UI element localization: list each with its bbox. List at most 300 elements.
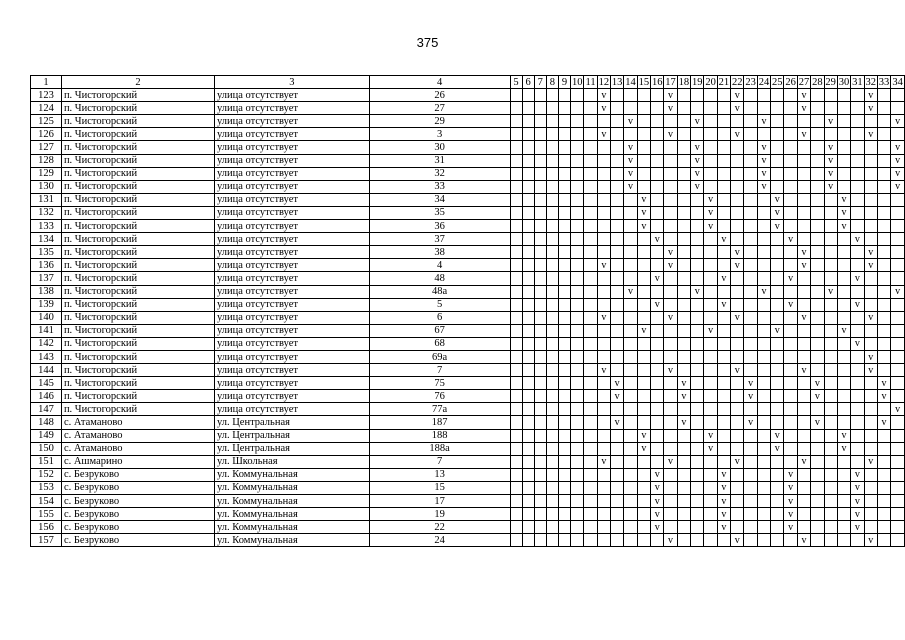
mark-cell-col-6 xyxy=(522,272,534,285)
mark-cell-col-18: v xyxy=(677,377,690,390)
mark-cell-col-34 xyxy=(891,377,905,390)
header-cell-21: 21 xyxy=(718,76,730,88)
mark-cell-col-22 xyxy=(731,193,744,206)
mark-cell-col-21: v xyxy=(717,521,730,534)
mark-cell-col-15: v xyxy=(637,429,650,442)
mark-cell-col-21 xyxy=(717,206,730,219)
mark-cell-col-13 xyxy=(611,350,624,363)
street-cell: улица отсутствует xyxy=(214,324,369,337)
mark-cell-col-34 xyxy=(891,272,905,285)
street-cell: улица отсутствует xyxy=(214,246,369,259)
mark-cell-col-7 xyxy=(534,89,546,102)
mark-cell-col-14 xyxy=(624,495,637,508)
mark-cell-col-27: v xyxy=(797,311,810,324)
settlement-cell: п. Чистогорский xyxy=(61,220,214,233)
mark-cell-col-23 xyxy=(744,167,757,180)
mark-cell-col-18: v xyxy=(677,390,690,403)
mark-cell-col-25 xyxy=(771,180,784,193)
mark-cell-col-30 xyxy=(837,272,850,285)
row-number: 132 xyxy=(31,206,62,219)
mark-cell-col-10 xyxy=(571,481,584,494)
house-cell: 27 xyxy=(369,102,510,115)
mark-cell-col-25: v xyxy=(771,429,784,442)
mark-cell-col-18 xyxy=(677,206,690,219)
mark-cell-col-33 xyxy=(877,128,890,141)
mark-cell-col-14 xyxy=(624,416,637,429)
mark-cell-col-29 xyxy=(824,481,837,494)
mark-cell-col-12 xyxy=(597,377,610,390)
mark-cell-col-5 xyxy=(510,481,522,494)
mark-cell-col-19 xyxy=(691,350,704,363)
settlement-cell: п. Чистогорский xyxy=(61,154,214,167)
row-number: 152 xyxy=(31,468,62,481)
mark-cell-col-10 xyxy=(571,180,584,193)
table-row xyxy=(31,311,905,324)
street-cell: улица отсутствует xyxy=(214,233,369,246)
mark-cell-col-31: v xyxy=(851,468,864,481)
mark-cell-col-23 xyxy=(744,455,757,468)
mark-cell-col-15 xyxy=(637,128,650,141)
mark-cell-col-25 xyxy=(771,311,784,324)
mark-cell-col-14 xyxy=(624,298,637,311)
mark-cell-col-31 xyxy=(851,350,864,363)
row-number: 135 xyxy=(31,246,62,259)
mark-cell-col-32 xyxy=(864,298,877,311)
mark-cell-col-23 xyxy=(744,324,757,337)
header-cell-33: 33 xyxy=(878,76,890,88)
header-cell-22: 22 xyxy=(732,76,743,88)
mark-cell-col-8 xyxy=(546,141,558,154)
mark-cell-col-11 xyxy=(584,350,597,363)
row-number: 142 xyxy=(31,337,62,350)
mark-cell-col-32 xyxy=(864,495,877,508)
mark-cell-col-11 xyxy=(584,298,597,311)
mark-cell-col-20 xyxy=(704,141,717,154)
mark-cell-col-16 xyxy=(651,416,664,429)
mark-cell-col-30 xyxy=(837,403,850,416)
mark-cell-col-27 xyxy=(797,429,810,442)
mark-cell-col-6 xyxy=(522,429,534,442)
mark-cell-col-9 xyxy=(558,468,570,481)
header-cell-16: 16 xyxy=(651,76,663,88)
mark-cell-col-29 xyxy=(824,246,837,259)
mark-cell-col-23 xyxy=(744,206,757,219)
mark-cell-col-23 xyxy=(744,193,757,206)
mark-cell-col-12 xyxy=(597,429,610,442)
mark-cell-col-33 xyxy=(877,429,890,442)
mark-cell-col-19 xyxy=(691,403,704,416)
mark-cell-col-33 xyxy=(877,455,890,468)
mark-cell-col-16 xyxy=(651,390,664,403)
mark-cell-col-11 xyxy=(584,220,597,233)
row-number: 130 xyxy=(31,180,62,193)
mark-cell-col-12 xyxy=(597,141,610,154)
mark-cell-col-24 xyxy=(757,102,770,115)
house-cell: 30 xyxy=(369,141,510,154)
header-cell-2: 2 xyxy=(61,76,214,89)
mark-cell-col-17 xyxy=(664,285,677,298)
mark-cell-col-12 xyxy=(597,442,610,455)
mark-cell-col-25 xyxy=(771,167,784,180)
mark-cell-col-22 xyxy=(731,521,744,534)
table-row xyxy=(31,298,905,311)
mark-cell-col-27 xyxy=(797,390,810,403)
mark-cell-col-8 xyxy=(546,442,558,455)
street-cell: улица отсутствует xyxy=(214,350,369,363)
mark-cell-col-7 xyxy=(534,350,546,363)
mark-cell-col-11 xyxy=(584,534,597,547)
mark-cell-col-7 xyxy=(534,481,546,494)
settlement-cell: п. Чистогорский xyxy=(61,298,214,311)
mark-cell-col-5 xyxy=(510,246,522,259)
mark-cell-col-12: v xyxy=(597,311,610,324)
mark-cell-col-27: v xyxy=(797,246,810,259)
mark-cell-col-34 xyxy=(891,102,905,115)
mark-cell-col-27 xyxy=(797,521,810,534)
mark-cell-col-20 xyxy=(704,167,717,180)
mark-cell-col-34 xyxy=(891,416,905,429)
mark-cell-col-34 xyxy=(891,508,905,521)
mark-cell-col-24 xyxy=(757,416,770,429)
mark-cell-col-25 xyxy=(771,285,784,298)
row-number: 124 xyxy=(31,102,62,115)
mark-cell-col-5 xyxy=(510,311,522,324)
mark-cell-col-7 xyxy=(534,180,546,193)
mark-cell-col-15 xyxy=(637,416,650,429)
mark-cell-col-11 xyxy=(584,272,597,285)
mark-cell-col-21 xyxy=(717,89,730,102)
mark-cell-col-5 xyxy=(510,180,522,193)
mark-cell-col-34 xyxy=(891,495,905,508)
mark-cell-col-11 xyxy=(584,180,597,193)
mark-cell-col-19 xyxy=(691,298,704,311)
mark-cell-col-9 xyxy=(558,115,570,128)
mark-cell-col-21 xyxy=(717,377,730,390)
mark-cell-col-14 xyxy=(624,508,637,521)
mark-cell-col-18 xyxy=(677,298,690,311)
mark-cell-col-28 xyxy=(811,481,824,494)
mark-cell-col-32 xyxy=(864,324,877,337)
mark-cell-col-25 xyxy=(771,468,784,481)
mark-cell-col-14 xyxy=(624,534,637,547)
mark-cell-col-9 xyxy=(558,455,570,468)
mark-cell-col-14 xyxy=(624,311,637,324)
header-cell-15: 15 xyxy=(638,76,650,88)
mark-cell-col-19 xyxy=(691,128,704,141)
row-number: 154 xyxy=(31,495,62,508)
mark-cell-col-30 xyxy=(837,390,850,403)
mark-cell-col-22 xyxy=(731,390,744,403)
mark-cell-col-30: v xyxy=(837,429,850,442)
mark-cell-col-22 xyxy=(731,167,744,180)
mark-cell-col-7 xyxy=(534,220,546,233)
mark-cell-col-19: v xyxy=(691,285,704,298)
mark-cell-col-11 xyxy=(584,102,597,115)
table-row xyxy=(31,337,905,350)
mark-cell-col-7 xyxy=(534,495,546,508)
mark-cell-col-22: v xyxy=(731,534,744,547)
mark-cell-col-16 xyxy=(651,102,664,115)
mark-cell-col-34 xyxy=(891,337,905,350)
mark-cell-col-32: v xyxy=(864,455,877,468)
mark-cell-col-21: v xyxy=(717,298,730,311)
mark-cell-col-34: v xyxy=(891,141,905,154)
mark-cell-col-24 xyxy=(757,193,770,206)
mark-cell-col-15 xyxy=(637,455,650,468)
mark-cell-col-28 xyxy=(811,193,824,206)
mark-cell-col-5 xyxy=(510,272,522,285)
mark-cell-col-33 xyxy=(877,324,890,337)
mark-cell-col-5 xyxy=(510,455,522,468)
mark-cell-col-18 xyxy=(677,311,690,324)
mark-cell-col-28 xyxy=(811,272,824,285)
mark-cell-col-14 xyxy=(624,403,637,416)
mark-cell-col-32 xyxy=(864,180,877,193)
mark-cell-col-34 xyxy=(891,206,905,219)
house-cell: 32 xyxy=(369,167,510,180)
mark-cell-col-11 xyxy=(584,246,597,259)
mark-cell-col-19: v xyxy=(691,154,704,167)
settlement-cell: п. Чистогорский xyxy=(61,102,214,115)
mark-cell-col-10 xyxy=(571,167,584,180)
row-number: 125 xyxy=(31,115,62,128)
mark-cell-col-20 xyxy=(704,455,717,468)
mark-cell-col-5 xyxy=(510,416,522,429)
mark-cell-col-5 xyxy=(510,350,522,363)
mark-cell-col-22 xyxy=(731,468,744,481)
mark-cell-col-29 xyxy=(824,429,837,442)
mark-cell-col-11 xyxy=(584,455,597,468)
mark-cell-col-8 xyxy=(546,481,558,494)
mark-cell-col-32 xyxy=(864,115,877,128)
mark-cell-col-5 xyxy=(510,89,522,102)
settlement-cell: п. Чистогорский xyxy=(61,272,214,285)
mark-cell-col-24 xyxy=(757,233,770,246)
mark-cell-col-20 xyxy=(704,246,717,259)
mark-cell-col-9 xyxy=(558,102,570,115)
mark-cell-col-22 xyxy=(731,298,744,311)
mark-cell-col-10 xyxy=(571,495,584,508)
mark-cell-col-12 xyxy=(597,206,610,219)
mark-cell-col-30 xyxy=(837,508,850,521)
settlement-cell: с. Ашмарино xyxy=(61,455,214,468)
mark-cell-col-31 xyxy=(851,102,864,115)
mark-cell-col-32: v xyxy=(864,128,877,141)
mark-cell-col-17: v xyxy=(664,128,677,141)
mark-cell-col-11 xyxy=(584,141,597,154)
mark-cell-col-20 xyxy=(704,377,717,390)
mark-cell-col-22 xyxy=(731,324,744,337)
mark-cell-col-25: v xyxy=(771,220,784,233)
settlement-cell: с. Безруково xyxy=(61,521,214,534)
mark-cell-col-8 xyxy=(546,350,558,363)
mark-cell-col-11 xyxy=(584,403,597,416)
header-cell-7: 7 xyxy=(534,76,546,89)
mark-cell-col-7 xyxy=(534,206,546,219)
mark-cell-col-18 xyxy=(677,141,690,154)
mark-cell-col-28 xyxy=(811,403,824,416)
mark-cell-col-17: v xyxy=(664,364,677,377)
mark-cell-col-5 xyxy=(510,429,522,442)
mark-cell-col-12 xyxy=(597,416,610,429)
mark-cell-col-17 xyxy=(664,337,677,350)
mark-cell-col-26 xyxy=(784,220,797,233)
mark-cell-col-6 xyxy=(522,377,534,390)
mark-cell-col-31: v xyxy=(851,298,864,311)
mark-cell-col-30 xyxy=(837,180,850,193)
mark-cell-col-15 xyxy=(637,390,650,403)
mark-cell-col-20 xyxy=(704,272,717,285)
mark-cell-col-24 xyxy=(757,403,770,416)
settlement-cell: п. Чистогорский xyxy=(61,350,214,363)
mark-cell-col-33 xyxy=(877,481,890,494)
mark-cell-col-28 xyxy=(811,324,824,337)
mark-cell-col-32 xyxy=(864,272,877,285)
house-cell: 33 xyxy=(369,180,510,193)
mark-cell-col-21 xyxy=(717,403,730,416)
mark-cell-col-29 xyxy=(824,403,837,416)
mark-cell-col-24: v xyxy=(757,167,770,180)
mark-cell-col-19 xyxy=(691,193,704,206)
mark-cell-col-30 xyxy=(837,233,850,246)
mark-cell-col-28 xyxy=(811,128,824,141)
mark-cell-col-21 xyxy=(717,115,730,128)
mark-cell-col-33 xyxy=(877,298,890,311)
mark-cell-col-6 xyxy=(522,403,534,416)
mark-cell-col-27 xyxy=(797,193,810,206)
mark-cell-col-13 xyxy=(611,220,624,233)
mark-cell-col-22 xyxy=(731,481,744,494)
table-row xyxy=(31,233,905,246)
page-number: 375 xyxy=(416,35,439,50)
mark-cell-col-31 xyxy=(851,180,864,193)
mark-cell-col-28 xyxy=(811,468,824,481)
mark-cell-col-30 xyxy=(837,246,850,259)
mark-cell-col-19 xyxy=(691,364,704,377)
mark-cell-col-16 xyxy=(651,377,664,390)
mark-cell-col-10 xyxy=(571,220,584,233)
mark-cell-col-16 xyxy=(651,534,664,547)
header-cell-14: 14 xyxy=(625,76,636,88)
mark-cell-col-29 xyxy=(824,390,837,403)
mark-cell-col-33: v xyxy=(877,390,890,403)
mark-cell-col-11 xyxy=(584,285,597,298)
mark-cell-col-20 xyxy=(704,508,717,521)
mark-cell-col-12 xyxy=(597,468,610,481)
mark-cell-col-18 xyxy=(677,429,690,442)
mark-cell-col-6 xyxy=(522,167,534,180)
mark-cell-col-16 xyxy=(651,115,664,128)
mark-cell-col-6 xyxy=(522,102,534,115)
mark-cell-col-13 xyxy=(611,259,624,272)
mark-cell-col-8 xyxy=(546,128,558,141)
mark-cell-col-20 xyxy=(704,102,717,115)
mark-cell-col-7 xyxy=(534,508,546,521)
mark-cell-col-5 xyxy=(510,521,522,534)
mark-cell-col-6 xyxy=(522,154,534,167)
mark-cell-col-15 xyxy=(637,180,650,193)
mark-cell-col-26: v xyxy=(784,495,797,508)
mark-cell-col-30 xyxy=(837,89,850,102)
mark-cell-col-34 xyxy=(891,128,905,141)
table-row xyxy=(31,508,905,521)
table-row xyxy=(31,377,905,390)
mark-cell-col-14 xyxy=(624,481,637,494)
row-number: 133 xyxy=(31,220,62,233)
mark-cell-col-24 xyxy=(757,259,770,272)
mark-cell-col-17: v xyxy=(664,102,677,115)
mark-cell-col-24: v xyxy=(757,180,770,193)
mark-cell-col-30 xyxy=(837,534,850,547)
mark-cell-col-15 xyxy=(637,521,650,534)
mark-cell-col-24 xyxy=(757,128,770,141)
mark-cell-col-30 xyxy=(837,298,850,311)
row-number: 134 xyxy=(31,233,62,246)
mark-cell-col-23 xyxy=(744,89,757,102)
mark-cell-col-7 xyxy=(534,311,546,324)
mark-cell-col-17: v xyxy=(664,455,677,468)
mark-cell-col-7 xyxy=(534,534,546,547)
mark-cell-col-14: v xyxy=(624,167,637,180)
mark-cell-col-16: v xyxy=(651,233,664,246)
mark-cell-col-11 xyxy=(584,193,597,206)
mark-cell-col-33 xyxy=(877,141,890,154)
mark-cell-col-18: v xyxy=(677,416,690,429)
mark-cell-col-15 xyxy=(637,141,650,154)
mark-cell-col-17 xyxy=(664,429,677,442)
mark-cell-col-17: v xyxy=(664,534,677,547)
mark-cell-col-34: v xyxy=(891,115,905,128)
mark-cell-col-30 xyxy=(837,337,850,350)
mark-cell-col-14 xyxy=(624,259,637,272)
mark-cell-col-19 xyxy=(691,442,704,455)
mark-cell-col-31 xyxy=(851,534,864,547)
mark-cell-col-27 xyxy=(797,180,810,193)
mark-cell-col-16 xyxy=(651,455,664,468)
mark-cell-col-14 xyxy=(624,364,637,377)
mark-cell-col-23 xyxy=(744,442,757,455)
header-cell-28: 28 xyxy=(812,76,823,88)
mark-cell-col-30: v xyxy=(837,220,850,233)
mark-cell-col-26 xyxy=(784,442,797,455)
mark-cell-col-18 xyxy=(677,102,690,115)
house-cell: 22 xyxy=(369,521,510,534)
mark-cell-col-6 xyxy=(522,246,534,259)
street-cell: улица отсутствует xyxy=(214,259,369,272)
mark-cell-col-29 xyxy=(824,259,837,272)
mark-cell-col-30: v xyxy=(837,324,850,337)
row-number: 127 xyxy=(31,141,62,154)
mark-cell-col-32 xyxy=(864,403,877,416)
mark-cell-col-13 xyxy=(611,403,624,416)
mark-cell-col-32 xyxy=(864,167,877,180)
mark-cell-col-16 xyxy=(651,89,664,102)
mark-cell-col-17 xyxy=(664,272,677,285)
mark-cell-col-23 xyxy=(744,285,757,298)
mark-cell-col-28 xyxy=(811,442,824,455)
mark-cell-col-21 xyxy=(717,324,730,337)
mark-cell-col-15: v xyxy=(637,220,650,233)
mark-cell-col-8 xyxy=(546,180,558,193)
table-row xyxy=(31,442,905,455)
mark-cell-col-32: v xyxy=(864,102,877,115)
mark-cell-col-13 xyxy=(611,337,624,350)
mark-cell-col-6 xyxy=(522,508,534,521)
mark-cell-col-32 xyxy=(864,429,877,442)
mark-cell-col-27 xyxy=(797,167,810,180)
mark-cell-col-25 xyxy=(771,521,784,534)
street-cell: улица отсутствует xyxy=(214,141,369,154)
